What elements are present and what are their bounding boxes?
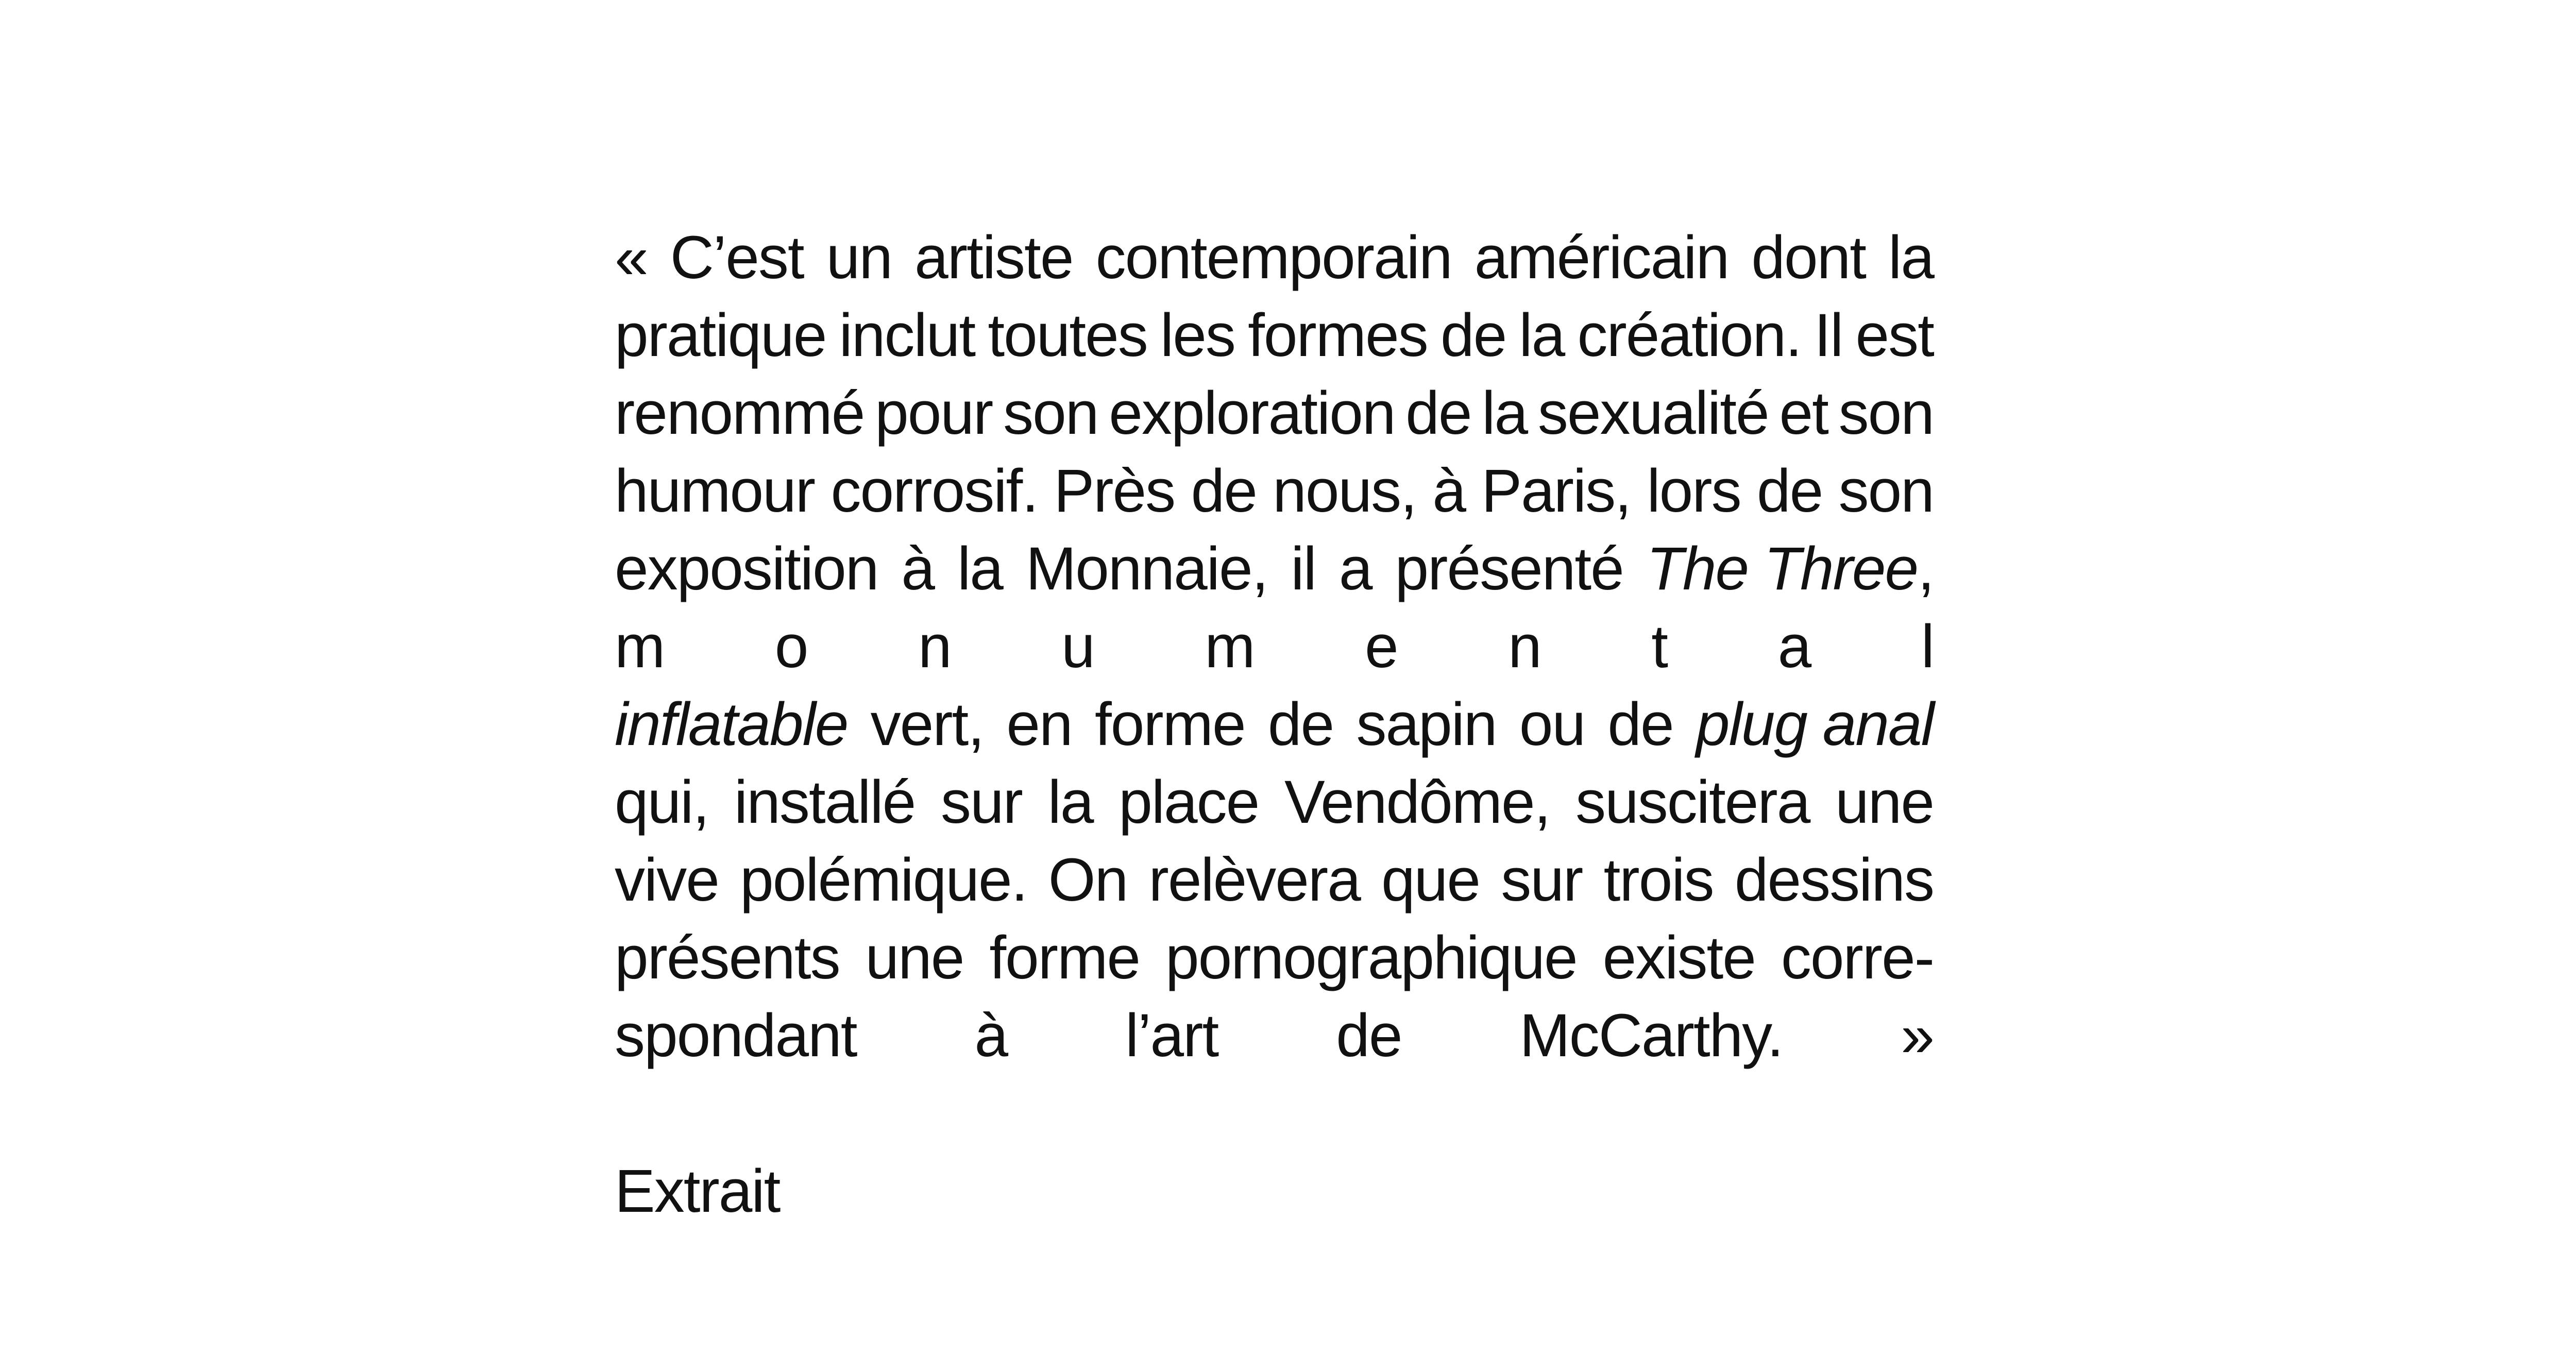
word: polémique. xyxy=(740,846,1027,914)
italic-title: The Three xyxy=(1646,535,1918,603)
word: ou xyxy=(1519,690,1585,758)
quote-line-10 xyxy=(615,919,1934,997)
quote-line-2 xyxy=(615,297,1934,375)
word: que xyxy=(1381,846,1480,914)
word: à xyxy=(901,535,935,603)
letter: e xyxy=(1365,613,1398,681)
word: son xyxy=(1838,379,1934,447)
word: « xyxy=(615,224,648,292)
word: présenté xyxy=(1395,535,1623,603)
word: dessins xyxy=(1734,846,1934,914)
word: et xyxy=(1779,379,1828,447)
word: son xyxy=(1838,457,1934,525)
word: Vendôme, xyxy=(1284,768,1550,836)
word: de xyxy=(1756,457,1823,525)
word: une xyxy=(865,924,964,992)
word: spondant xyxy=(615,1002,857,1070)
word: vive xyxy=(615,846,719,914)
word: américain xyxy=(1474,224,1729,292)
letter: o xyxy=(774,613,808,681)
word: forme xyxy=(989,924,1140,992)
word: corrosif. xyxy=(831,457,1038,525)
word: la xyxy=(1482,379,1528,447)
word: vert, xyxy=(870,690,984,758)
word: Paris, xyxy=(1481,457,1631,525)
word: la xyxy=(1519,301,1565,369)
quote-line-11 xyxy=(615,997,1934,1075)
word: de xyxy=(1440,301,1506,369)
letter: n xyxy=(1508,613,1541,681)
word: pornographique xyxy=(1165,924,1577,992)
quote-line-6 xyxy=(615,608,1934,686)
word: son xyxy=(1003,379,1098,447)
word: pratique xyxy=(615,301,826,369)
letter: m xyxy=(1205,613,1255,681)
word: lors xyxy=(1647,457,1741,525)
quote-line-3 xyxy=(615,375,1934,452)
word: place xyxy=(1118,768,1259,836)
word: humour xyxy=(615,457,815,525)
word: de xyxy=(1405,379,1471,447)
word: McCarthy. xyxy=(1519,1002,1783,1070)
word: il xyxy=(1291,535,1316,603)
word: est xyxy=(1855,301,1934,369)
quote-line-1 xyxy=(615,219,1934,297)
word: relèvera xyxy=(1148,846,1360,914)
word: la xyxy=(1888,224,1934,292)
word: la xyxy=(957,535,1003,603)
letter: a xyxy=(1777,613,1811,681)
word: dont xyxy=(1751,224,1866,292)
word: sexualité xyxy=(1537,379,1769,447)
word: suscitera xyxy=(1575,768,1810,836)
quote-line-7 xyxy=(615,686,1934,764)
word: toutes xyxy=(988,301,1147,369)
word: corre- xyxy=(1781,924,1934,992)
word: présents xyxy=(615,924,840,992)
word: de xyxy=(1336,1002,1402,1070)
quote-block xyxy=(615,219,1934,1230)
word: On xyxy=(1048,846,1128,914)
letter: n xyxy=(918,613,951,681)
word: trois xyxy=(1603,846,1714,914)
quote-line-4 xyxy=(615,452,1934,530)
letter: m xyxy=(615,613,665,681)
word: inclut xyxy=(839,301,975,369)
word: sur xyxy=(941,768,1022,836)
word: une xyxy=(1835,768,1934,836)
word: exposition xyxy=(615,535,878,603)
italic-word: inflatable xyxy=(615,690,848,758)
word: forme xyxy=(1094,690,1245,758)
word: à xyxy=(1432,457,1465,525)
word: Près xyxy=(1054,457,1175,525)
word: formes xyxy=(1248,301,1428,369)
quote-line-8 xyxy=(615,764,1934,841)
word: en xyxy=(1006,690,1072,758)
quote-line-9 xyxy=(615,841,1934,919)
word: les xyxy=(1160,301,1235,369)
letter: t xyxy=(1651,613,1668,681)
italic-title-group xyxy=(1647,530,1934,608)
italic-word: plug anal xyxy=(1696,690,1934,758)
word: sapin xyxy=(1356,690,1497,758)
letter: u xyxy=(1061,613,1094,681)
word: nous, xyxy=(1273,457,1416,525)
closing-quote: » xyxy=(1901,1002,1934,1070)
word: création. xyxy=(1577,301,1802,369)
word: installé xyxy=(734,768,916,836)
word: Il xyxy=(1814,301,1843,369)
word: existe xyxy=(1602,924,1755,992)
word: artiste xyxy=(914,224,1073,292)
spacer xyxy=(615,1075,1934,1153)
word: de xyxy=(1267,690,1334,758)
word: contemporain xyxy=(1095,224,1452,292)
punctuation: , xyxy=(1918,535,1934,603)
word: de xyxy=(1607,690,1673,758)
caption: Extrait xyxy=(615,1157,780,1225)
quote-line-5 xyxy=(615,530,1934,608)
word: exploration xyxy=(1109,379,1395,447)
word: l’art xyxy=(1125,1002,1218,1070)
word: sur xyxy=(1501,846,1583,914)
word: renommé xyxy=(615,379,865,447)
word: la xyxy=(1047,768,1093,836)
word: a xyxy=(1338,535,1372,603)
word: qui, xyxy=(615,768,709,836)
word: C’est xyxy=(670,224,804,292)
letter: l xyxy=(1921,613,1934,681)
word: Monnaie, xyxy=(1025,535,1268,603)
word: pour xyxy=(875,379,993,447)
word: un xyxy=(826,224,892,292)
word: de xyxy=(1191,457,1257,525)
word: à xyxy=(974,1002,1008,1070)
